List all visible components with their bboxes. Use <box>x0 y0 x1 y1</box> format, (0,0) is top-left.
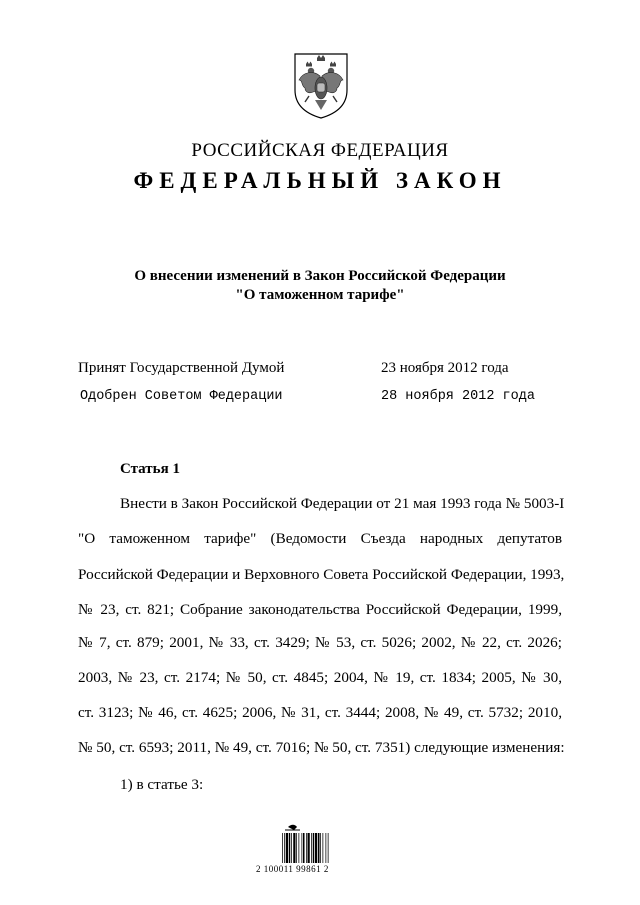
barcode-icon <box>282 823 348 883</box>
article-text-line: Внести в Закон Российской Федерации от 21 мая 1993 года № 5003-I <box>120 495 565 512</box>
article-text-line: 2003, № 23, ст. 2174; № 50, ст. 4845; 2004, № 19, ст. 1834; 2005, № 30, <box>78 669 562 686</box>
adopted-by-duma-date: 23 ноября 2012 года <box>381 360 509 376</box>
approved-by-council-label: Одобрен Советом Федерации <box>80 389 283 404</box>
article-heading: Статья 1 <box>120 461 180 477</box>
law-title-line-2: "О таможенном тарифе" <box>235 287 405 303</box>
law-title-line-1: О внесении изменений в Закон Российской Федерации <box>134 268 506 284</box>
article-text-line: Российской Федерации и Верховного Совета Российской Федерации, 1993, <box>78 566 565 583</box>
document-type: ФЕДЕРАЛЬНЫЙ ЗАКОН <box>133 168 507 193</box>
article-item-1: 1) в статье 3: <box>120 776 204 793</box>
article-text-line: ст. 3123; № 46, ст. 4625; 2006, № 31, ст. 3444; 2008, № 49, ст. 5732; 2010, <box>78 704 562 721</box>
article-text-line: "О таможенном тарифе" (Ведомости Съезда народных депутатов <box>78 530 562 547</box>
article-text-line: № 50, ст. 6593; 2011, № 49, ст. 7016; № 50, ст. 7351) следующие изменения: <box>78 739 565 756</box>
coat-of-arms-icon <box>291 50 351 120</box>
article-text-line: № 23, ст. 821; Собрание законодательства Российской Федерации, 1999, <box>78 601 562 618</box>
country-name: РОССИЙСКАЯ ФЕДЕРАЦИЯ <box>191 140 449 161</box>
article-text-line: № 7, ст. 879; 2001, № 33, ст. 3429; № 53, ст. 5026; 2002, № 22, ст. 2026; <box>78 634 562 651</box>
barcode-number: 2 100011 99861 2 <box>256 864 329 874</box>
adopted-by-duma-label: Принят Государственной Думой <box>78 360 285 376</box>
approved-by-council-date: 28 ноября 2012 года <box>381 389 535 404</box>
